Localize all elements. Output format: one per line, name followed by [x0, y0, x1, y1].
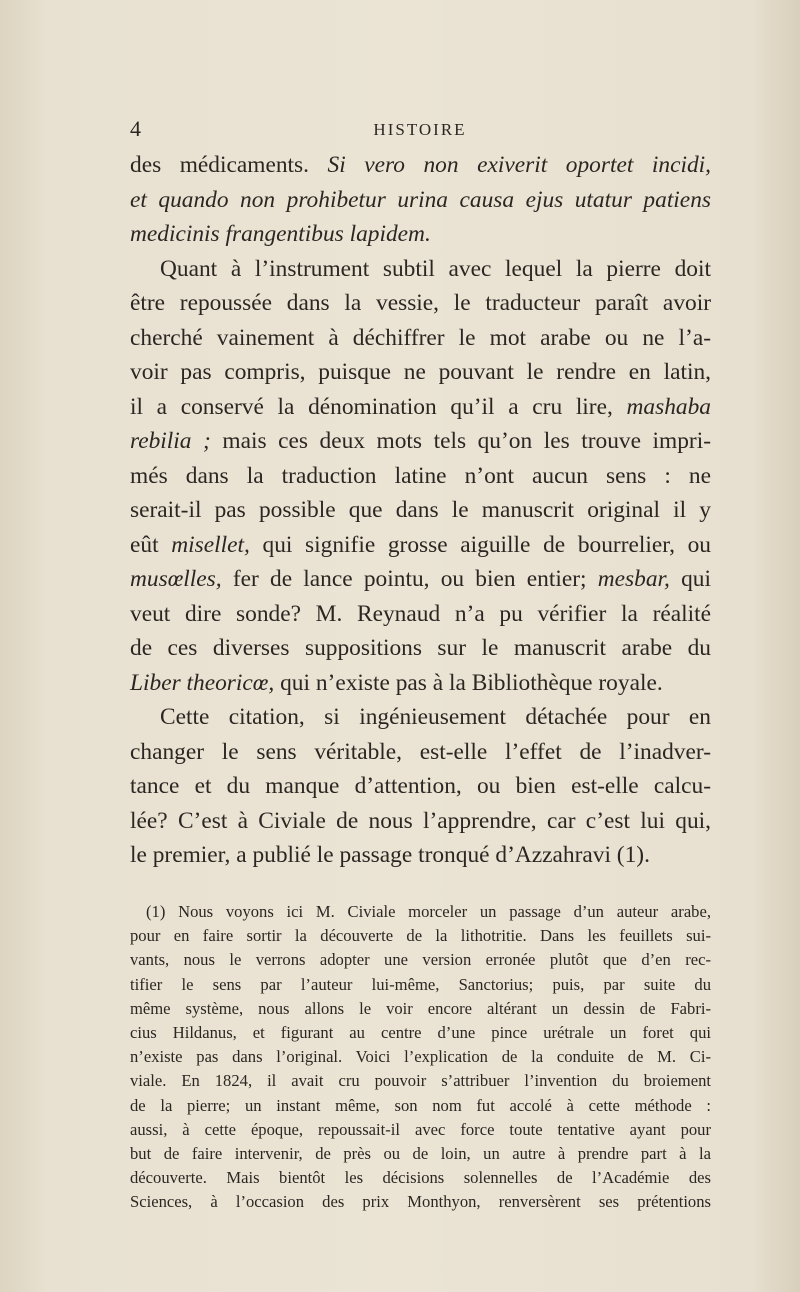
footnote-line: pour en faire sortir la découverte de la lithotritie. Dans les feuillets sui- [130, 926, 711, 946]
italic-segment: musœlles, [130, 566, 222, 592]
footnote-line: même système, nous allons le voir encore altérant un dessin de Fabri- [130, 998, 711, 1018]
page-header [130, 116, 710, 144]
text-line [130, 597, 711, 632]
text-line [130, 631, 711, 666]
text-segment: qui signifie grosse aiguille de bourrelier, ou [249, 531, 711, 558]
text-segment: il a conservé la dénomination qu’il a cru lire, [130, 393, 627, 420]
footnote-line: but de faire intervenir, de près ou de loin, un autre à prendre part à la [130, 1144, 711, 1164]
text-line [130, 355, 711, 390]
text-line [130, 666, 711, 701]
text-line [130, 390, 711, 425]
text-segment: de ces diverses suppositions sur le manuscrit arabe du [130, 635, 711, 661]
text-segment: cherché vainement à déchiffrer le mot arabe ou ne l’a- [130, 324, 711, 351]
text-segment: fer de lance pointu, ou bien entier; [221, 566, 598, 592]
text-line [130, 183, 711, 218]
text-line [130, 735, 711, 770]
footnote-line: cius Hildanus, et figurant au centre d’une pince urétrale un foret qui [130, 1023, 711, 1043]
italic-segment: rebilia ; [130, 428, 211, 454]
text-segment: lée? C’est à Civiale de nous l’apprendre, car c’est lui qui, [130, 807, 711, 834]
text-segment: eût [130, 531, 172, 558]
text-segment: serait-il pas possible que dans le manuscrit original il y [130, 497, 711, 523]
footnote [130, 900, 711, 1215]
footnote-line: découverte. Mais bientôt les décisions solennelles de l’Académie des [130, 1168, 711, 1188]
text-line [130, 286, 711, 321]
text-segment: mais ces deux mots tels qu’on les trouve impri- [210, 428, 712, 454]
italic-segment: Si vero non exiverit oportet incidi, [327, 152, 711, 178]
footnote-line: aussi, à cette époque, repoussait-il avec force toute tentative ayant pour [130, 1119, 711, 1139]
text-segment: qui n’existe pas à la Bibliothèque royale. [274, 669, 663, 696]
italic-segment: misellet, [171, 531, 250, 558]
text-line [130, 252, 711, 287]
text-segment: més dans la traduction latine n’ont aucun sens : ne [130, 462, 711, 489]
text-segment: changer le sens véritable, est-elle l’effet de l’inadver- [130, 738, 711, 765]
footnote-line: vants, nous le verrons adopter une version erronée plutôt que d’en rec- [130, 950, 711, 970]
footnote-line: n’existe pas dans l’original. Voici l’explication de la conduite de M. Ci- [130, 1047, 711, 1067]
text-line [130, 424, 711, 459]
text-line [130, 804, 711, 839]
text-segment: veut dire sonde? M. Reynaud n’a pu vérifier la réalité [130, 600, 711, 627]
body-paragraphs [130, 148, 711, 873]
footnote-line: (1) Nous voyons ici M. Civiale morceler un passage d’un auteur arabe, [146, 902, 711, 921]
text-line [130, 769, 711, 804]
italic-segment: medicinis frangentibus lapidem. [130, 221, 431, 247]
text-line [130, 493, 711, 528]
footnote-text [130, 900, 711, 1215]
text-segment: Cette citation, si ingénieusement détachée pour en [160, 704, 711, 730]
text-segment: le premier, a publié le passage tronqué d’Azzahravi (1). [130, 842, 650, 868]
footnote-line: Sciences, à l’occasion des prix Monthyon, renversèrent ses prétentions [130, 1192, 711, 1212]
text-line [130, 838, 711, 873]
text-segment: des médicaments. [130, 152, 328, 178]
text-segment: voir pas compris, puisque ne pouvant le rendre en latin, [130, 359, 711, 385]
footnote-line: tifier le sens par l’auteur lui-même, Sanctorius; puis, par suite du [130, 974, 711, 994]
running-title: HISTOIRE [373, 120, 467, 139]
text-segment: tance et du manque d’attention, ou bien est-elle calcu- [130, 773, 711, 799]
text-line [130, 700, 711, 735]
text-line [130, 528, 711, 563]
text-line [130, 321, 711, 356]
text-line [130, 459, 711, 494]
text-segment: être repoussée dans la vessie, le traducteur paraît avoir [130, 290, 711, 316]
text-line [130, 217, 711, 252]
main-text [130, 148, 711, 873]
italic-segment: Liber theoricœ, [130, 669, 275, 696]
italic-segment: mesbar, [597, 566, 670, 592]
text-segment: qui [669, 566, 711, 592]
page-number: 4 [130, 116, 141, 141]
text-line [130, 148, 711, 183]
footnote-line: de la pierre; un instant même, son nom fut accolé à cette méthode : [130, 1095, 711, 1115]
italic-segment: et quando non prohibetur urina causa ejus utatur patiens [130, 186, 711, 213]
italic-segment: mashaba [626, 393, 711, 420]
footnote-line: viale. En 1824, il avait cru pouvoir s’attribuer l’invention du broiement [130, 1071, 711, 1091]
text-segment: Quant à l’instrument subtil avec lequel la pierre doit [160, 255, 711, 282]
text-line [130, 562, 711, 597]
